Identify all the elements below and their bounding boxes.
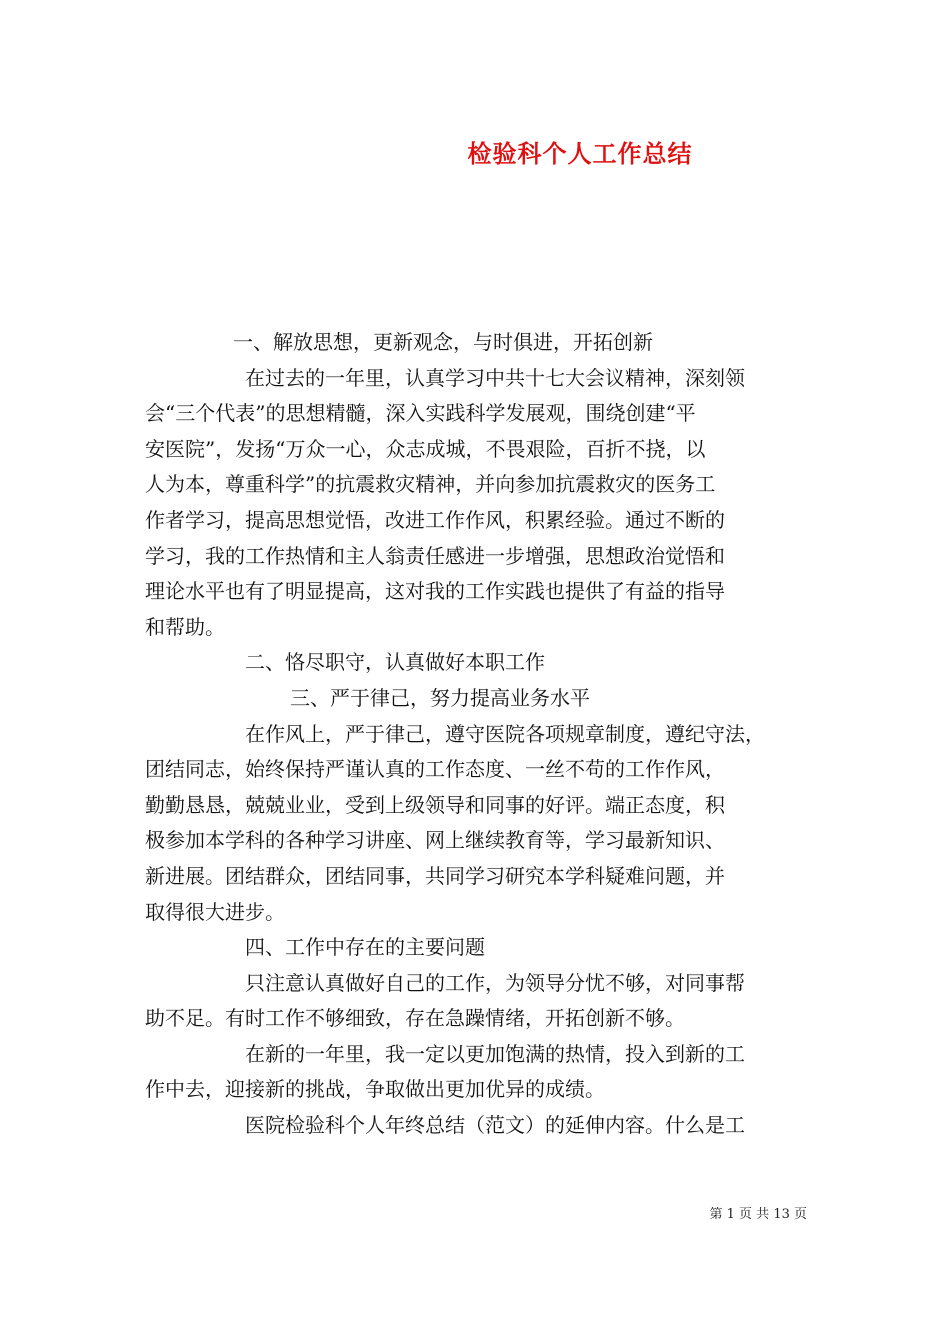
paragraph-line: 助不足。有时工作不够细致，存在急躁情绪，开拓创新不够。 <box>145 1006 685 1031</box>
paragraph-line: 在过去的一年里，认真学习中共十七大会议精神，深刻领 <box>245 365 745 390</box>
paragraph-line: 医院检验科个人年终总结（范文）的延伸内容。什么是工 <box>245 1113 745 1138</box>
paragraph-line: 在作风上，严于律己，遵守医院各项规章制度，遵纪守法， <box>245 721 765 746</box>
paragraph-line: 新进展。团结群众，团结同事，共同学习研究本学科疑难问题，并 <box>145 863 725 888</box>
paragraph-line: 只注意认真做好自己的工作，为领导分忧不够，对同事帮 <box>245 970 745 995</box>
paragraph-line: 团结同志，始终保持严谨认真的工作态度、一丝不苟的工作作风， <box>145 757 725 782</box>
section-heading: 一、解放思想，更新观念，与时俱进，开拓创新 <box>233 330 653 354</box>
document-title: 检验科个人工作总结 <box>467 139 693 168</box>
paragraph-line: 作者学习，提高思想觉悟，改进工作作风，积累经验。通过不断的 <box>145 507 725 532</box>
paragraph-line: 理论水平也有了明显提高，这对我的工作实践也提供了有益的指导 <box>145 579 725 604</box>
paragraph-line: 极参加本学科的各种学习讲座、网上继续教育等，学习最新知识、 <box>145 828 725 853</box>
paragraph-line: 人为本，尊重科学”的抗震救灾精神，并向参加抗震救灾的医务工 <box>145 472 716 497</box>
page-number-footer: 第 1 页 共 13 页 <box>709 1207 807 1222</box>
paragraph-line: 在新的一年里，我一定以更加饱满的热情，投入到新的工 <box>245 1041 745 1066</box>
paragraph-line: 取得很大进步。 <box>145 899 285 924</box>
section-heading: 二、恪尽职守，认真做好本职工作 <box>245 650 545 675</box>
paragraph-line: 学习，我的工作热情和主人翁责任感进一步增强，思想政治觉悟和 <box>145 543 725 568</box>
paragraph-line: 和帮助。 <box>145 614 225 639</box>
paragraph-line: 会“三个代表”的思想精髓，深入实践科学发展观，围绕创建“平 <box>145 401 696 426</box>
section-heading: 四、工作中存在的主要问题 <box>245 935 485 960</box>
paragraph-line: 作中去，迎接新的挑战，争取做出更加优异的成绩。 <box>145 1077 605 1102</box>
section-heading: 三、严于律己，努力提高业务水平 <box>290 685 590 710</box>
paragraph-line: 勤勤恳恳，兢兢业业，受到上级领导和同事的好评。端正态度，积 <box>145 792 725 817</box>
paragraph-line: 安医院”，发扬“万众一心，众志成城，不畏艰险，百折不挠，以 <box>145 436 706 461</box>
document-body <box>145 325 813 1144</box>
